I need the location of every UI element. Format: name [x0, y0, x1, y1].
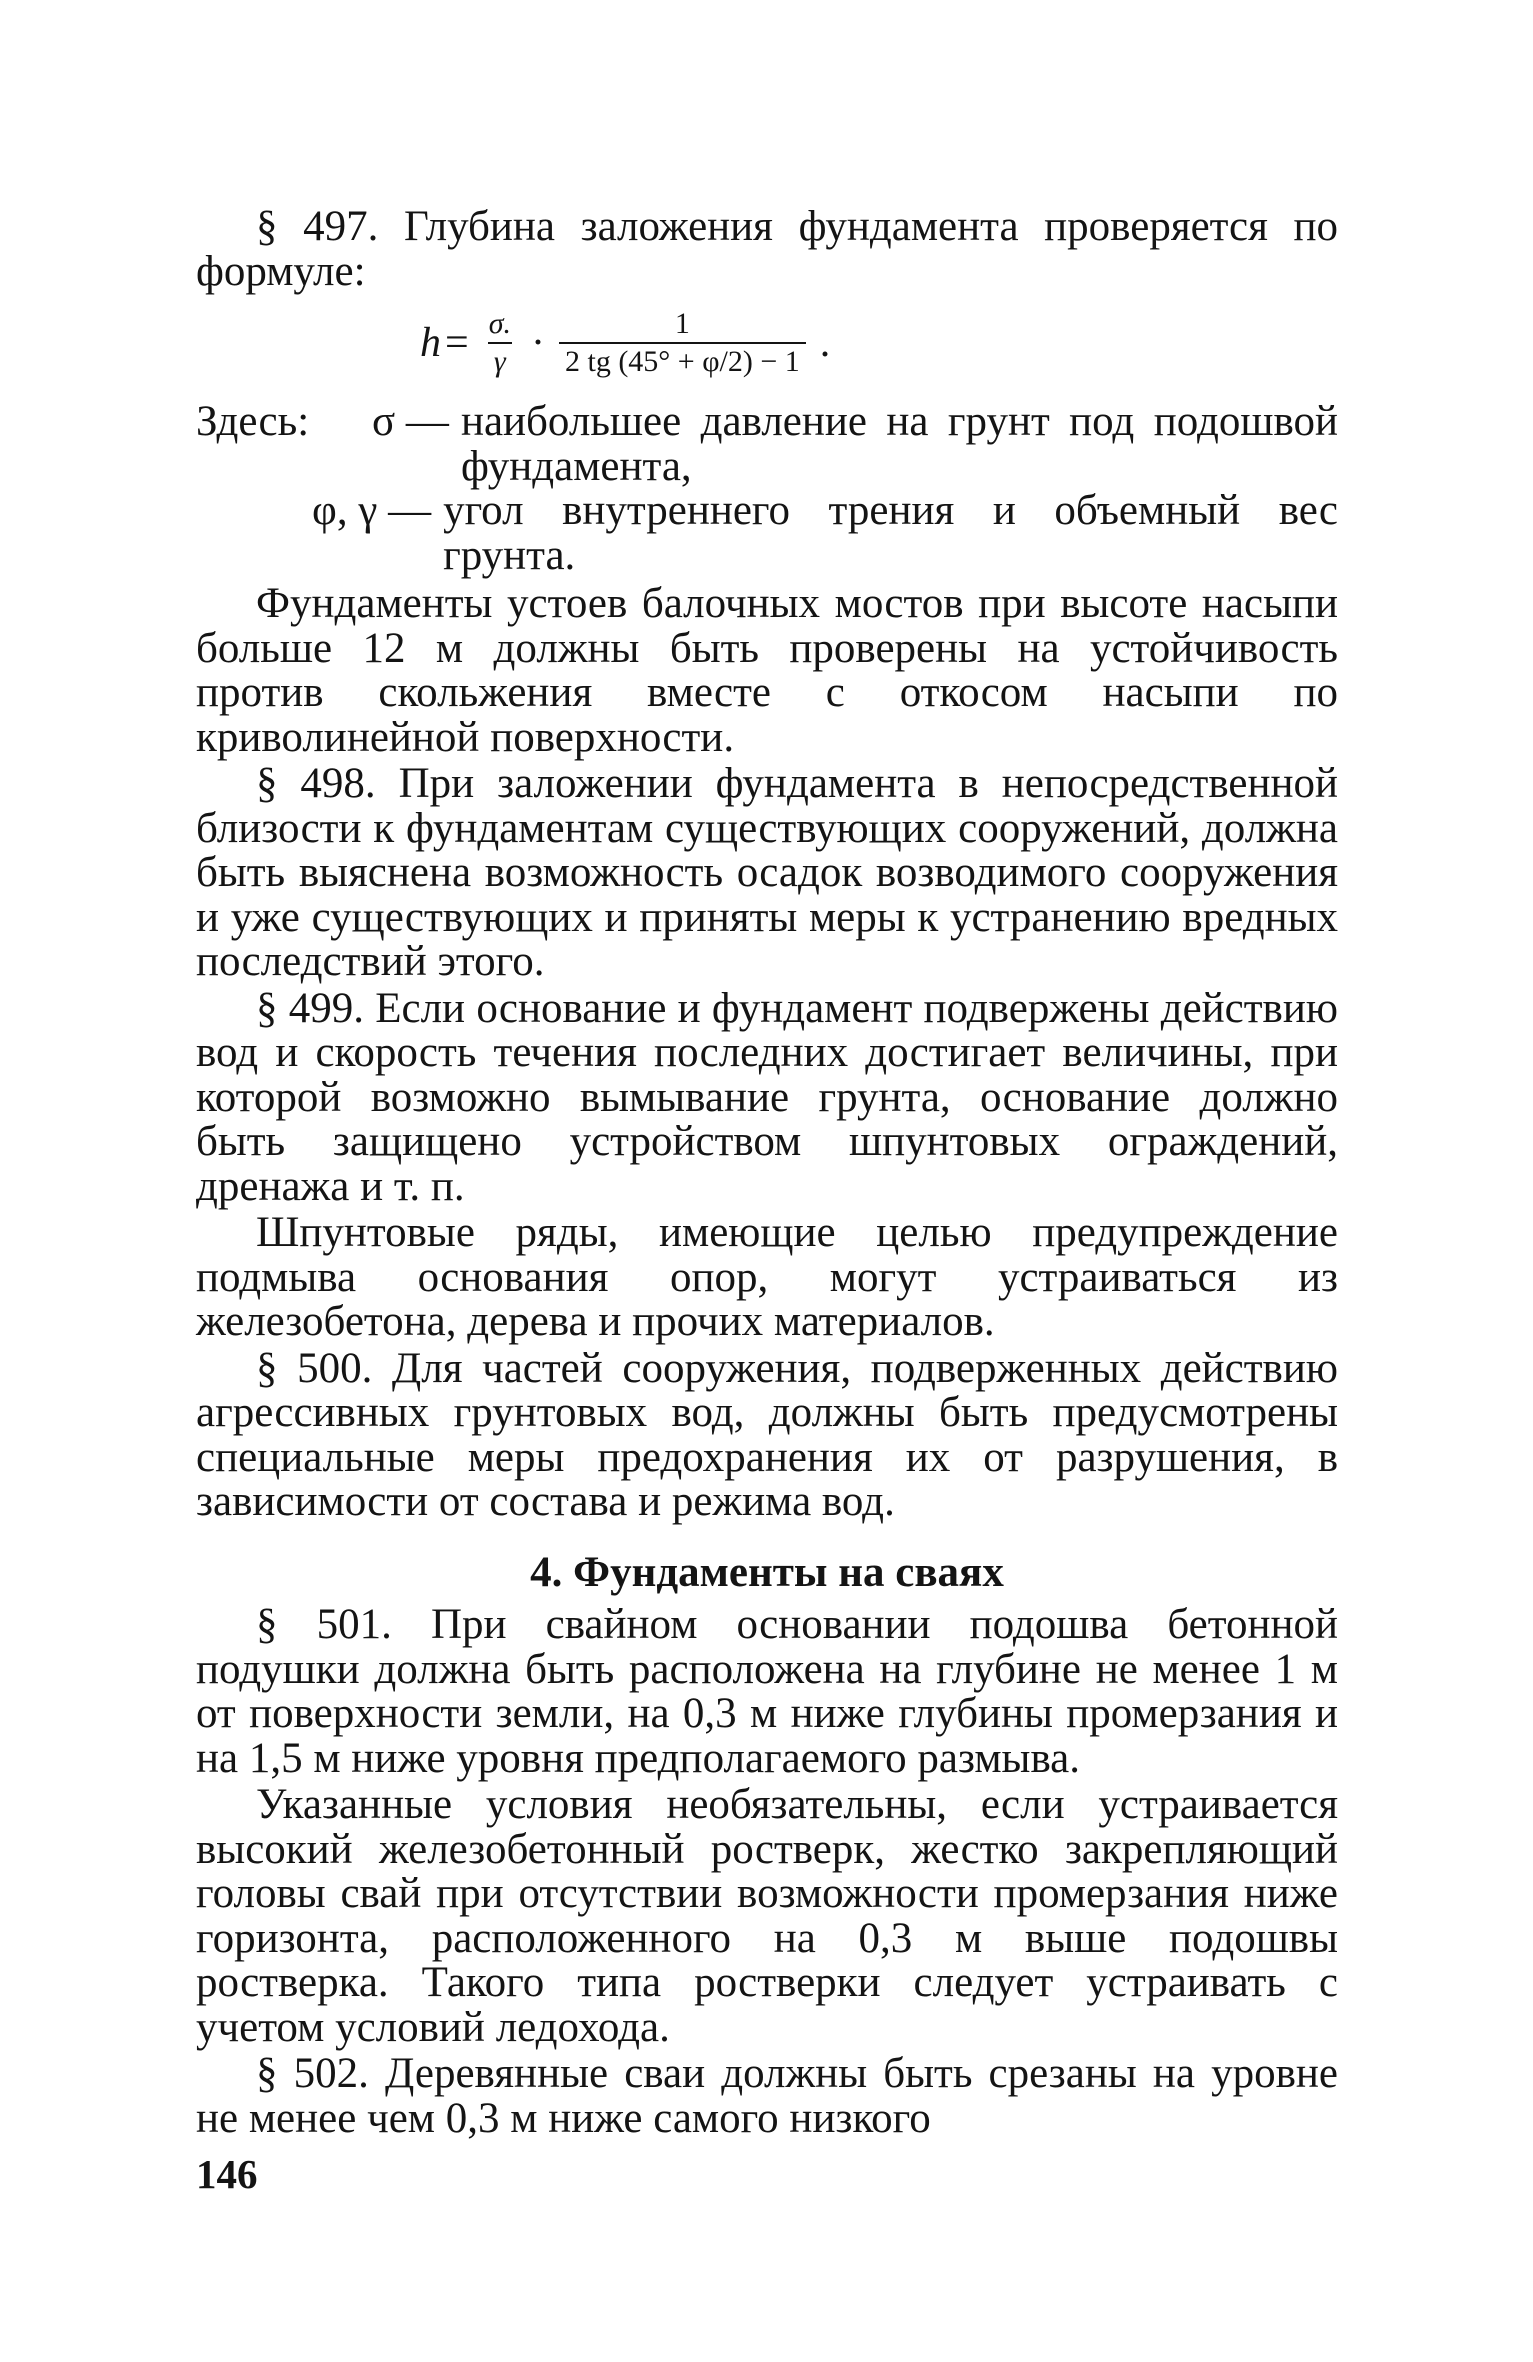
page-content	[196, 205, 1338, 2141]
paragraph-498: § 498. При заложении фундамента в непосредственной близости к фундаментам существующих сооружений, должна быть выяснена возможность осадок возводимого сооружения и уже существующих и приняты меры к устранению вредных последствий этого.	[196, 760, 1338, 985]
page-number: 146	[196, 2151, 258, 2197]
formula-h: h	[420, 319, 441, 366]
paragraph-502: § 502. Деревянные сваи должны быть срезаны на уровне не менее чем 0,3 м ниже самого низкого	[196, 2050, 1338, 2142]
definition-sigma	[372, 400, 1338, 489]
formula-gamma: γ	[488, 342, 512, 378]
formula-sigma: σ.	[488, 307, 511, 340]
formula-end-period: .	[819, 319, 831, 366]
depth-formula	[420, 308, 1338, 378]
formula-numerator-one: 1	[674, 307, 690, 340]
section-heading-piles: 4. Фундаменты на сваях	[530, 1548, 1004, 1596]
paragraph-foundations: Фундаменты устоев балочных мостов при высоте насыпи больше 12 м должны быть проверены на устойчивость против скольжения вместе с откосом насыпи по криволинейной поверхности.	[196, 580, 1338, 761]
paragraph-497: § 497. Глубина заложения фундамента проверяется по формуле:	[196, 203, 1338, 295]
paragraph-499: § 499. Если основание и фундамент подвержены действию вод и скорость течения последних достигает величины, при которой возможно вымывание грунта, основание должно быть защищено устройством шпунтовых ограждений, дренажа и т. п.	[196, 984, 1338, 1210]
formula-fraction-tangent	[559, 308, 806, 378]
paragraph-500: § 500. Для частей сооружения, подверженных действию агрессивных грунтовых вод, должны быть предусмотрены специальные меры предохранения их от разрушения, в зависимости от состава и режима вод.	[196, 1344, 1338, 1525]
definition-phi-gamma-text: угол внутреннего трения и объемный вес грунта.	[443, 487, 1338, 579]
definitions-list	[312, 398, 1338, 579]
definition-sigma-text: наибольшее давление на грунт под подошвой фундамента,	[460, 398, 1338, 490]
formula-denominator: 2 tg (45° + φ/2) − 1	[559, 342, 806, 378]
formula-fraction-sigma-gamma	[483, 308, 517, 378]
definition-sigma-symbol: σ —	[372, 398, 449, 445]
definitions-label: Здесь:	[196, 398, 310, 445]
paragraph-sheet-piling: Шпунтовые ряды, имеющие целью предупреждение подмыва основания опор, могут устраиваться из железобетона, дерева и прочих материалов.	[196, 1209, 1338, 1345]
paragraph-501: § 501. При свайном основании подошва бетонной подушки должна быть расположена на глубине не менее 1 м от поверхности земли, на 0,3 м ниже глубины промерзания и на 1,5 м ниже уровня предполагаемого размыва.	[196, 1601, 1338, 1782]
formula-definitions	[196, 400, 1338, 578]
definition-phi-gamma	[312, 487, 1338, 579]
paragraph-conditions: Указанные условия необязательны, если устраивается высокий железобетонный ростверк, жестко закрепляющий головы свай при отсутствии возможности промерзания ниже горизонта, расположенного на 0,3 м выше подошвы ростверка. Такого типа ростверки следует устраивать с учетом условий ледохода.	[196, 1781, 1338, 2051]
formula-equals: =	[445, 319, 469, 366]
definition-phi-gamma-symbol: φ, γ —	[312, 487, 432, 534]
formula-multiply-dot: ·	[530, 319, 545, 366]
